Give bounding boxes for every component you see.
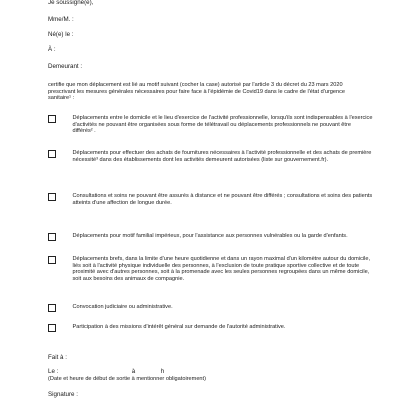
reason-label: Déplacements brefs, dans la limite d'une heure quotidienne et dans un rayon maximal d'un kilomètre autour du domicile, liés soit à l'activité physique individuelle des personnes, à l'exclusion de toute pratique sportive collective et de toute proximité avec d'autres personnes, soit à la promenade avec les seules personnes regroupées dans un même domicile, soit aux besoins des animaux de compagnie. (72, 256, 371, 282)
reason-item-exercise[interactable] (48, 256, 378, 282)
reason-checkbox[interactable] (48, 304, 56, 312)
date-field[interactable] (48, 368, 164, 375)
reason-item-shopping[interactable] (48, 150, 378, 163)
reason-label: Déplacements pour motif familial impérieux, pour l'assistance aux personnes vulnérables ou la garde d'enfants. (72, 233, 348, 239)
reason-checkbox[interactable] (48, 115, 56, 123)
date-note: (Date et heure de début de sortie à mentionner obligatoirement) (48, 376, 206, 382)
reason-checkbox[interactable] (48, 150, 56, 158)
signature-field[interactable]: Signature : (48, 391, 78, 398)
undersigned-label: Je soussigné(e), (48, 0, 94, 6)
birthdate-field[interactable]: Né(e) le : (48, 31, 74, 38)
reason-checkbox[interactable] (48, 324, 56, 332)
reason-item-work[interactable] (48, 115, 378, 135)
reason-label: Déplacements entre le domicile et le lieu d'exercice de l'activité professionnelle, lorsqu'ils sont indispensables à l'exercice d'activités ne pouvant être organisées sous forme de télétravail ou déplacements professionnels ne pouvant être différés² . (72, 115, 373, 135)
date-label: Le : (48, 368, 59, 375)
reason-label: Consultations et soins ne pouvant être assurés à distance et ne pouvant être différés ; consultations et soins des patients atteints d'une affection de longue durée. (72, 193, 373, 206)
reason-item-general-interest[interactable] (48, 324, 378, 332)
made-at-field[interactable]: Fait à : (48, 354, 67, 361)
certification-text: certifie que mon déplacement est lié au motif suivant (cocher la case) autorisé par l'article 3 du décret du 23 mars 2020 prescrivant les mesures générales nécessaires pour faire face à l'épidémie de Covid19 dans le cadre de l'état d'urgence sanitaire¹ : (48, 82, 346, 102)
reason-item-family[interactable] (48, 233, 378, 241)
reason-label: Déplacements pour effectuer des achats de fournitures nécessaires à l'activité professionnelle et des achats de première nécessité³ dans des établissements dont les activités demeurent autorisées (liste sur gouvernement.fr). (72, 150, 372, 163)
reason-checkbox[interactable] (48, 233, 56, 241)
birthplace-field[interactable]: À : (48, 46, 56, 53)
address-field[interactable]: Demeurant : (48, 63, 83, 70)
reason-item-health[interactable] (48, 193, 378, 206)
reason-checkbox[interactable] (48, 193, 56, 201)
reason-label: Convocation judiciaire ou administrative. (72, 304, 173, 310)
reason-item-judicial[interactable] (48, 304, 378, 312)
hour-suffix: h (160, 368, 165, 375)
reason-checkbox[interactable] (48, 256, 56, 264)
name-field[interactable]: Mme/M. : (48, 16, 74, 23)
reason-label: Participation à des missions d'intérêt général sur demande de l'autorité administrative. (72, 324, 286, 330)
time-separator: à (131, 368, 136, 375)
